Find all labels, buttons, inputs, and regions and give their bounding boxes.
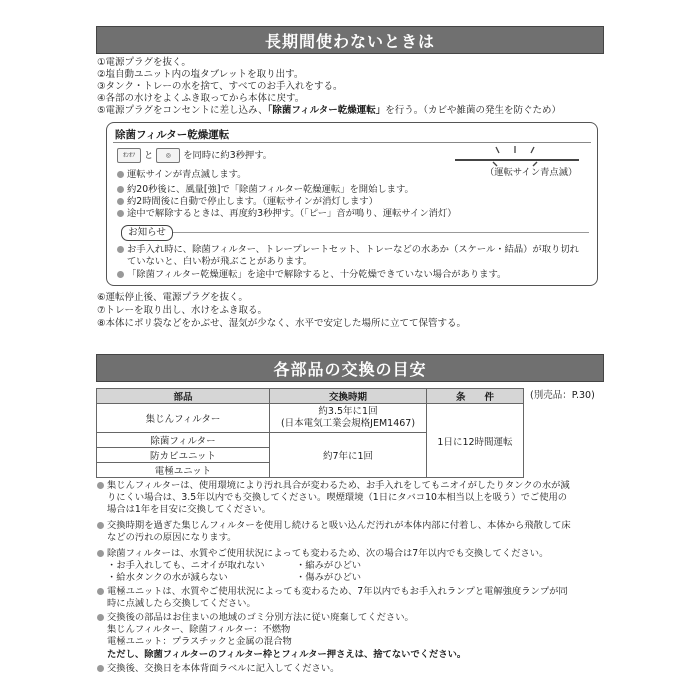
note-5-warning: ただし、除菌フィルターのフィルター枠とフィルター押さえは、捨てないでください。 xyxy=(107,649,467,660)
step-2: ②塩自動ユニット内の塩タブレットを取り出す。 xyxy=(97,69,304,80)
note-3-item: ・縮みがひどい xyxy=(296,560,362,571)
note-4 xyxy=(97,586,568,598)
note-5-item: 集じんフィルター、除菌フィルター：不燃物 xyxy=(107,624,291,635)
table-header-condition: 条 件 xyxy=(427,389,524,404)
bullet-icon xyxy=(117,171,124,178)
note-text: 交換後の部品はお住まいの地域のゴミ分別方法に従い廃棄してください。 xyxy=(107,612,414,623)
bullet-icon xyxy=(117,210,124,217)
note-3-item: ・傷みがひどい xyxy=(296,572,362,583)
bullet-icon xyxy=(117,246,124,253)
bullet-icon xyxy=(97,614,104,621)
note-3-item: ・お手入れしても、ニオイが取れない xyxy=(107,560,265,571)
note-4-cont: 時に点滅したら交換してください。 xyxy=(107,598,256,609)
notice-2-text: 「除菌フィルター乾燥運転」を途中で解除すると、十分乾燥できていない場合があります。 xyxy=(127,269,507,280)
filter-drying-box xyxy=(106,122,598,286)
table-side-note: (別売品：P.30) xyxy=(530,390,595,401)
box-bullet-1-text: 運転サインが青点滅します。 xyxy=(127,169,247,180)
blinking-indicator-icon xyxy=(453,145,583,167)
table-cell-part: 防カビユニット xyxy=(97,448,270,463)
indicator-caption: （運転サイン青点滅） xyxy=(485,167,578,178)
step-3: ③タンク・トレーの水を捨て、すべてのお手入れをする。 xyxy=(97,81,343,92)
note-text: 集じんフィルターは、使用環境により汚れ具合が変わるため、お手入れをしてもニオイがしたりタンクの水が減 xyxy=(107,480,570,491)
notice-label: お知らせ xyxy=(121,225,173,241)
box-bullet-4 xyxy=(117,208,457,220)
box-bullet-2 xyxy=(117,184,414,196)
box-bullet-3-text: 約2時間後に自動で停止します。（運転サインが消灯します） xyxy=(127,196,378,207)
note-text: 交換時期を過ぎた集じんフィルターを使用し続けると吸い込んだ汚れが本体内部に付着し、本体から飛散して床 xyxy=(107,520,571,531)
bullet-icon xyxy=(117,186,124,193)
table-cell-part: 集じんフィルター xyxy=(97,404,270,433)
section-header-long-storage xyxy=(96,26,604,54)
table-cell-period: 約7年に1回 xyxy=(270,433,427,478)
box-title-divider xyxy=(113,142,591,143)
note-1 xyxy=(97,480,570,492)
bullet-icon xyxy=(117,271,124,278)
press-instruction xyxy=(117,148,272,163)
note-1-cont: 場合は1年を目安に交換してください。 xyxy=(107,504,271,515)
mode-button-icon: ◎ xyxy=(156,148,180,163)
box-title: 除菌フィルター乾燥運転 xyxy=(115,129,230,141)
notice-divider xyxy=(173,232,589,233)
notice-1-cont: ていないと、白い粉が飛ぶことがあります。 xyxy=(127,256,313,267)
note-3-item: ・給水タンクの水が減らない xyxy=(107,572,228,583)
note-1-cont: りにくい場合は、3.5年以内でも交換してください。喫煙環境（1日にタバコ10本相当以上を吸う）でご使用の xyxy=(107,492,568,503)
table-cell-period xyxy=(270,404,427,433)
table-cell-part: 電極ユニット xyxy=(97,463,270,478)
period-note: (日本電気工業会規格JEM1467) xyxy=(280,418,416,429)
and-text: と xyxy=(143,150,154,161)
box-bullet-4-text: 途中で解除するときは、再度約3秒押す。（「ピー」音が鳴り、運転サイン消灯） xyxy=(127,208,457,219)
table-header-part: 部品 xyxy=(97,389,270,404)
section-header-parts-replacement xyxy=(96,354,604,382)
table-row xyxy=(97,404,524,433)
note-text: 除菌フィルターは、水質やご使用状況によっても変わるため、次の場合は7年以内でも交換してください。 xyxy=(107,548,549,559)
table-cell-part: 除菌フィルター xyxy=(97,433,270,448)
note-5-item: 電極ユニット：プラスチックと金属の混合物 xyxy=(107,636,292,647)
table-cell-condition: 1日に12時間運転 xyxy=(427,404,524,478)
power-button-icon: ｵﾝｵﾌ xyxy=(117,148,141,163)
notice-2 xyxy=(117,269,506,281)
step-7: ⑦トレーを取り出し、水けをふき取る。 xyxy=(97,305,268,316)
bullet-icon xyxy=(97,588,104,595)
step-5-suffix: を行う。（カビや雑菌の発生を防ぐため） xyxy=(385,105,561,116)
step-5-prefix: ⑤電源プラグをコンセントに差し込み、 xyxy=(97,105,268,116)
notice-1 xyxy=(117,244,579,256)
box-bullet-1 xyxy=(117,169,246,181)
section-title: 各部品の交換の目安 xyxy=(273,359,427,379)
press-text: を同時に約3秒押す。 xyxy=(183,150,273,161)
parts-table xyxy=(96,388,524,478)
step-1: ①電源プラグを抜く。 xyxy=(97,57,191,68)
bullet-icon xyxy=(97,522,104,529)
notice-1-text: お手入れ時に、除菌フィルター、トレープレートセット、トレーなどの水あか（スケール・結晶）が取り切れ xyxy=(127,244,579,255)
bullet-icon xyxy=(97,665,104,672)
note-5 xyxy=(97,612,414,624)
step-4: ④各部の水けをよくふき取ってから本体に戻す。 xyxy=(97,93,305,104)
bullet-icon xyxy=(97,482,104,489)
step-6: ⑥運転停止後、電源プラグを抜く。 xyxy=(97,292,248,303)
step-5 xyxy=(97,105,561,117)
note-6 xyxy=(97,663,339,675)
box-bullet-3 xyxy=(117,196,378,208)
table-header-row xyxy=(97,389,524,404)
note-3 xyxy=(97,548,548,560)
section-title: 長期間使わないときは xyxy=(264,31,435,51)
bullet-icon xyxy=(117,198,124,205)
note-text: 交換後、交換日を本体背面ラベルに記入してください。 xyxy=(107,663,340,674)
box-bullet-2-text: 約20秒後に、風量[強]で「除菌フィルター乾燥運転」を開始します。 xyxy=(127,184,414,195)
note-text: 電極ユニットは、水質やご使用状況によっても変わるため、7年以内でもお手入れランプと電解強度ランプが同 xyxy=(107,586,568,597)
note-2-cont: などの汚れの原因になります。 xyxy=(107,532,237,543)
step-5-bold: 「除菌フィルター乾燥運転」 xyxy=(267,105,386,116)
note-2 xyxy=(97,520,571,532)
bullet-icon xyxy=(97,550,104,557)
table-header-period: 交換時期 xyxy=(270,389,427,404)
step-8: ⑧本体にポリ袋などをかぶせ、湿気が少なく、水平で安定した場所に立てて保管する。 xyxy=(97,318,467,329)
period-text: 約3.5年に1回 xyxy=(318,406,378,417)
